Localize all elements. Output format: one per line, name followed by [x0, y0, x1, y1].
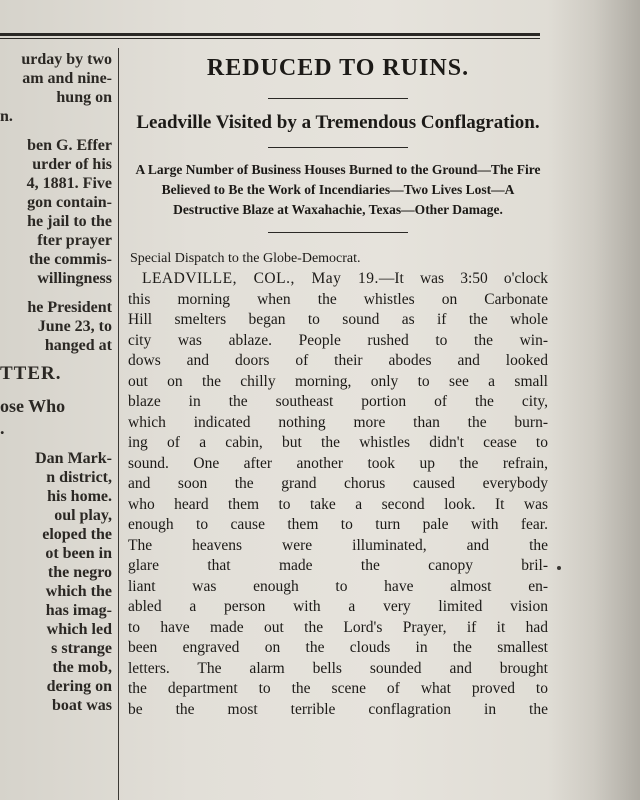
left-line: urder of his: [32, 156, 112, 173]
body-line: out on the chilly morning, only to see a small: [128, 372, 548, 390]
left-line: oul play,: [54, 507, 112, 524]
left-line: the mob,: [52, 659, 112, 676]
page-edge-shadow: [548, 0, 640, 800]
body-line: be the most terrible conflagration in the: [128, 700, 548, 718]
body-line: dows and doors of their abodes and looked: [128, 352, 548, 369]
article-headline: REDUCED TO RUINS.: [206, 55, 470, 81]
left-line: ben G. Effer: [27, 137, 112, 154]
left-line: fter prayer: [37, 232, 112, 249]
left-line: hanged at: [44, 337, 112, 354]
body-line: ing of a cabin, but the whistles didn't cease to: [128, 434, 548, 451]
body-line: Hill smelters began to sound as if the whole: [128, 311, 548, 328]
left-line: 4, 1881. Five: [26, 175, 112, 192]
left-line: June 23, to: [37, 318, 112, 335]
left-line: eloped the: [42, 526, 112, 543]
dateline: LEADVILLE, COL., May 19.: [142, 270, 379, 287]
body-line: city was ablaze. People rushed to the win-: [128, 331, 548, 349]
left-line: which led: [46, 621, 112, 638]
article-column: [128, 52, 548, 720]
left-line: gon contain-: [27, 194, 112, 211]
body-line: The heavens were illuminated, and the: [128, 536, 548, 554]
left-line: ot been in: [45, 545, 112, 562]
left-line: his home.: [47, 488, 112, 505]
body-line: which indicated nothing more than the burn-: [128, 413, 548, 431]
left-section-heading: TTER.: [0, 363, 62, 384]
article-subdeck: A Large Number of Business Houses Burned to the Ground—The Fire Believed to Be the Work of Incendiaries—Two Lives Lost—A Destructive Blaze at Waxahachie, Texas—Other Damage.: [135, 162, 541, 217]
body-line: blaze in the southeast portion of the city,: [128, 393, 548, 410]
left-line: which the: [45, 583, 112, 600]
left-subheading: ose Who: [0, 396, 66, 416]
body-line: sound. One after another took up the refrain,: [128, 454, 548, 472]
left-line: the commis-: [28, 251, 112, 268]
body-line: abled a person with a very limited vision: [128, 598, 548, 615]
left-line: hung on: [56, 89, 112, 106]
body-line: who heard them to take a second look. It was: [128, 495, 548, 513]
left-line: n district,: [46, 469, 112, 486]
left-line: boat was: [51, 697, 112, 714]
body-line: liant was enough to have almost en-: [128, 577, 548, 595]
left-line: urday by two: [21, 51, 112, 68]
left-subheading: .: [0, 418, 5, 438]
left-line: dering on: [46, 678, 112, 695]
body-line: enough to cause them to turn pale with fear.: [128, 516, 548, 533]
column-divider: [118, 48, 119, 800]
body-line: this morning when the whistles on Carbonate: [128, 290, 548, 308]
left-line: he jail to the: [27, 213, 112, 230]
dispatch-credit: Special Dispatch to the Globe-Democrat.: [130, 251, 361, 266]
body-line: and soon the grand chorus caused everybody: [128, 475, 548, 492]
deck-rule: [268, 147, 408, 148]
left-line: the negro: [47, 564, 112, 581]
body-line: LEADVILLE, COL., May 19.—It was 3:50 o'clock: [142, 270, 548, 287]
left-line: n.: [0, 108, 13, 125]
left-line: has imag-: [45, 602, 112, 619]
subdeck-rule: [268, 232, 408, 233]
top-column-rule: [0, 33, 540, 39]
article-deck: Leadville Visited by a Tremendous Conflagration.: [136, 112, 540, 133]
left-column-fragment: [0, 50, 112, 715]
ink-speck: [557, 566, 561, 570]
left-line: he President: [27, 299, 112, 316]
left-line: am and nine-: [22, 70, 112, 87]
body-line: letters. The alarm bells sounded and brought: [128, 659, 548, 677]
left-line: Dan Mark-: [35, 450, 112, 467]
body-line: the department to the scene of what proved to: [128, 680, 548, 697]
headline-rule: [268, 98, 408, 99]
left-line: s strange: [51, 640, 112, 657]
body-line: glare that made the canopy bril-: [128, 557, 548, 574]
body-line: to have made out the Lord's Prayer, if it had: [128, 618, 548, 636]
article-body: [128, 269, 548, 720]
left-line: willingness: [37, 270, 112, 287]
body-line: been engraved on the clouds in the smallest: [128, 639, 548, 656]
